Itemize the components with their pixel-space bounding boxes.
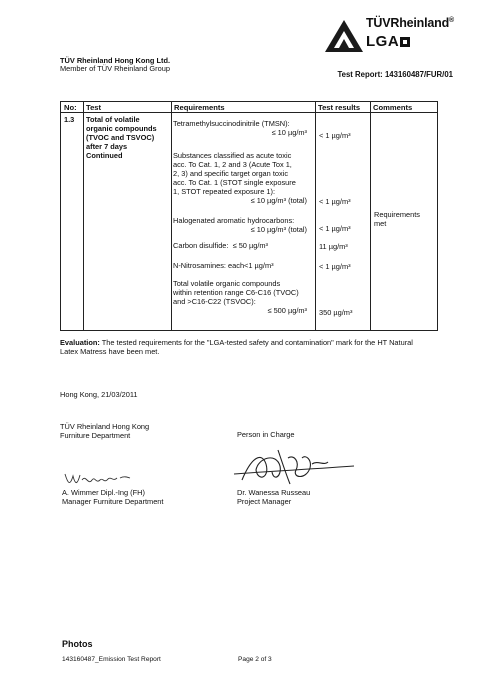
req-tvoc: Total volatile organic compounds within retention range C6-C16 (TVOC) and >C16-C22 (TSVOC): ≤ 500 µg/m³: [173, 279, 307, 315]
header-test: Test: [86, 103, 102, 112]
header-requirements: Requirements: [174, 103, 225, 112]
header-results: Test results: [318, 103, 361, 112]
left-signatory: A. Wimmer Dipl.-Ing (FH) Manager Furniture Department: [62, 488, 164, 506]
evaluation: Evaluation: The tested requirements for the "LGA-tested safety and contamination" mark for the HT Natural Latex Matress have been met.: [60, 338, 413, 356]
result-carbon: 11 µg/m³: [319, 242, 348, 251]
company-name: TÜV Rheinland Hong Kong Ltd.: [60, 56, 171, 65]
result-nitro: < 1 µg/m³: [319, 262, 351, 271]
report-number: Test Report: 143160487/FUR/01: [337, 70, 453, 79]
company-group: Member of TÜV Rheinland Group: [60, 64, 170, 73]
footer-page-number: Page 2 of 3: [238, 656, 272, 663]
signature-russeau: [228, 444, 360, 490]
date-line: Hong Kong, 21/03/2011: [60, 390, 138, 399]
logo-lga: LGA: [366, 33, 410, 50]
result-halogen: < 1 µg/m³: [319, 224, 351, 233]
left-signatory-org: TÜV Rheinland Hong Kong Furniture Department: [60, 422, 150, 440]
result-tmsn: < 1 µg/m³: [319, 131, 351, 140]
tuv-logo-icon: [323, 18, 365, 54]
signature-wimmer: [62, 466, 140, 490]
photos-heading: Photos: [62, 639, 93, 649]
header-comments: Comments: [373, 103, 413, 112]
results-table: [60, 101, 438, 331]
req-nitro: N-Nitrosamines: each<1 µg/m³: [173, 261, 274, 270]
header-no: No:: [64, 103, 77, 112]
logo-wordmark: TÜVRheinland®: [366, 16, 454, 30]
comment: Requirements met: [374, 210, 421, 228]
test-name: Total of volatile organic compounds (TVOC and TSVOC) after 7 days Continued: [86, 115, 157, 160]
row-number: 1.3: [64, 115, 75, 124]
req-halogen: Halogenated aromatic hydrocarbons: ≤ 10 µg/m³ (total): [173, 216, 307, 234]
right-signatory: Dr. Wanessa Russeau Project Manager: [237, 488, 311, 506]
footer-doc-ref: 143160487_Emission Test Report: [62, 656, 161, 663]
req-tmsn: Tetramethylsuccinodinitrile (TMSN): ≤ 10 µg/m³: [173, 119, 307, 137]
result-toxic: < 1 µg/m³: [319, 197, 351, 206]
req-toxic: Substances classified as acute toxic acc. To Cat. 1, 2 and 3 (Acute Tox 1, 2, 3) and specific target organ toxic acc. To Cat. 1 (STOT single exposure 1, STOT repeated exposure 1): ≤ 10 µg/m³ (total): [173, 151, 307, 205]
req-carbon: Carbon disulfide: ≤ 50 µg/m³: [173, 241, 269, 250]
person-in-charge-heading: Person in Charge: [237, 430, 295, 439]
result-tvoc: 350 µg/m³: [319, 308, 353, 317]
